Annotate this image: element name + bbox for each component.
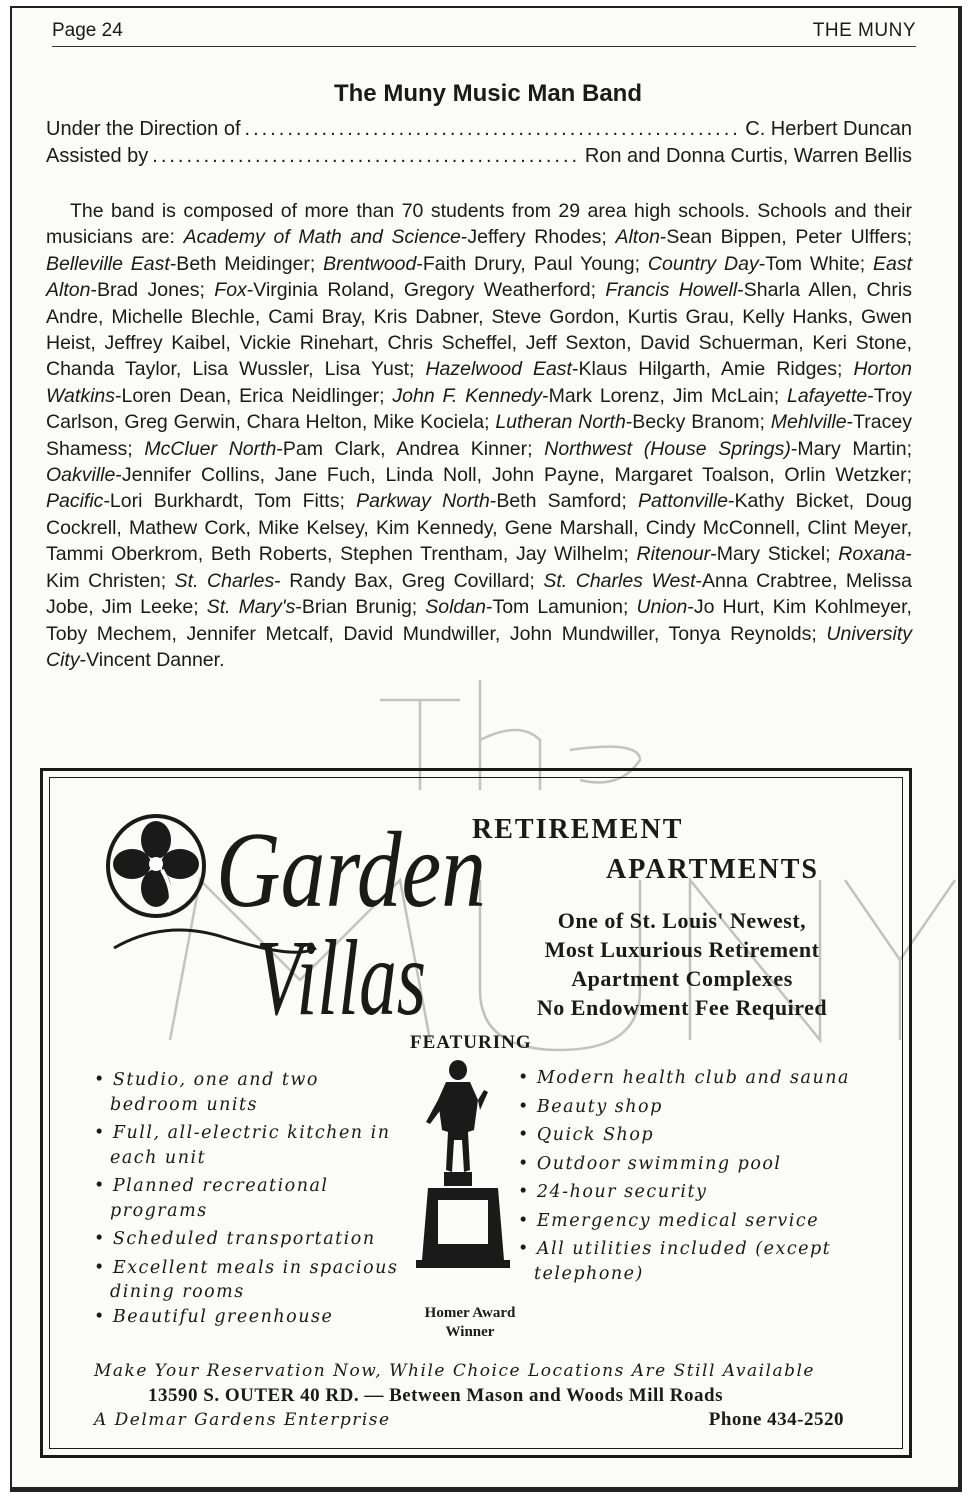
band-roster-paragraph xyxy=(46,198,912,673)
feature-item: • Excellent meals in spacious dining rooms xyxy=(94,1256,404,1305)
school-name: Academy of Math and Science xyxy=(183,226,461,249)
logo-word-garden: Garden xyxy=(216,811,486,930)
school-musicians: -Troy Carlson, Greg Gerwin, Chara Helton, Mike Kociela; xyxy=(46,384,912,434)
featuring-heading: FEATURING xyxy=(410,1032,532,1053)
ad-address: 13590 S. OUTER 40 RD. — Between Mason and Woods Mill Roads xyxy=(148,1385,723,1406)
ad-enterprise: A Delmar Gardens Enterprise xyxy=(94,1410,391,1430)
credit-assistants xyxy=(46,145,912,168)
ad-tagline xyxy=(482,906,882,1022)
school-musicians: - Randy Bax, Greg Covillard; xyxy=(274,569,544,592)
school-musicians: -Lori Burkhardt, Tom Fitts; xyxy=(103,490,357,513)
features-right-list xyxy=(518,1066,868,1286)
award-caption-line: Winner xyxy=(445,1324,495,1340)
feature-item: • All utilities included (except telephone) xyxy=(518,1237,868,1286)
school-name: St. Charles West xyxy=(543,569,696,592)
school-name: Horton Watkins xyxy=(46,358,912,407)
reservation-call-to-action: Make Your Reservation Now, While Choice Locations Are Still Available xyxy=(94,1361,815,1381)
school-name: University City xyxy=(46,622,912,671)
school-musicians: -Virginia Roland, Gregory Weatherford; xyxy=(246,279,606,302)
school-musicians: -Jeffery Rhodes; xyxy=(460,226,616,249)
school-name: East Alton xyxy=(46,252,913,302)
leader-dots xyxy=(245,118,742,141)
school-name: Belleville East xyxy=(46,252,170,275)
feature-item: • Studio, one and two bedroom units xyxy=(94,1068,404,1117)
school-name: Pacific xyxy=(46,490,104,513)
credit-name: Ron and Donna Curtis, Warren Bellis xyxy=(584,145,912,167)
award-caption xyxy=(405,1304,535,1342)
school-name: Pattonville xyxy=(638,490,729,513)
school-name: Ritenour xyxy=(636,543,711,566)
school-musicians: -Tracey Shamess; xyxy=(46,411,912,460)
feature-item: • Quick Shop xyxy=(518,1123,868,1148)
credit-label: Assisted by xyxy=(46,145,149,167)
leader-dots xyxy=(152,145,581,168)
school-name: Brentwood xyxy=(323,252,417,275)
logo-word-villas: Villas xyxy=(256,919,426,1028)
school-name: Hazelwood East xyxy=(425,358,572,381)
credit-name: C. Herbert Duncan xyxy=(745,118,912,140)
school-musicians: -Tom White; xyxy=(758,252,873,275)
school-musicians: -Jo Hurt, Kim Kohlmeyer, Toby Mechem, Jennifer Metcalf, David Mundwiller, John Mundwiller, Tonya Reynolds; xyxy=(46,596,912,645)
school-musicians: -Kathy Bicket, Doug Cockrell, Mathew Cork, Mike Kelsey, Kim Kennedy, Gene Marshall, Cindy McConnell, Clint Meyer, Tammi Oberkrom, Beth Roberts, Stephen Trentham, Jay Wilhelm; xyxy=(46,490,912,566)
school-musicians: -Pam Clark, Andrea Kinner; xyxy=(276,437,545,460)
school-name: St. Mary's xyxy=(206,596,296,619)
school-name: Northwest (House Springs) xyxy=(544,437,791,460)
school-name: Parkway North xyxy=(356,490,490,513)
school-musicians: -Jennifer Collins, Jane Fuch, Linda Noll, John Payne, Margaret Toalson, Orlin Wetzker; xyxy=(115,464,912,487)
school-name: Lafayette xyxy=(786,384,868,407)
school-musicians: -Brad Jones; xyxy=(90,279,215,302)
credit-director xyxy=(46,118,912,141)
school-name: Soldan xyxy=(425,596,486,619)
school-name: Union xyxy=(636,596,688,619)
ad-inner-border xyxy=(49,777,903,1449)
feature-item: • Beautiful greenhouse xyxy=(94,1305,404,1330)
school-name: Francis Howell xyxy=(605,279,738,302)
award-caption-line: Homer Award xyxy=(424,1305,516,1321)
school-musicians: -Sharla Allen, Chris Andre, Michelle Blechle, Cami Bray, Kris Dabner, Steve Gordon, Kurtis Grau, Kelly Hanks, Gwen Heist, Jeffrey Kaibel, Vickie Rinehart, Chris Scheffel, Jeff Sexton, David Schuerman, Keri Stone, Chanda Taylor, Lisa Wussler, Lisa Yust; xyxy=(46,279,913,381)
school-name: Country Day xyxy=(647,252,759,275)
school-name: Mehlville xyxy=(770,411,847,434)
school-name: St. Charles xyxy=(174,569,275,592)
school-musicians: -Mary Stickel; xyxy=(710,543,839,566)
school-musicians: -Kim Christen; xyxy=(46,543,913,592)
feature-item: • Outdoor swimming pool xyxy=(518,1152,868,1177)
feature-item: • Modern health club and sauna xyxy=(518,1066,868,1091)
feature-item: • Emergency medical service xyxy=(518,1209,868,1234)
feature-item: • Planned recreational programs xyxy=(94,1174,404,1223)
school-musicians: -Loren Dean, Erica Neidlinger; xyxy=(115,384,393,407)
tagline-line: Apartment Complexes xyxy=(571,966,793,991)
school-musicians: -Mark Lorenz, Jim McLain; xyxy=(542,384,787,407)
school-musicians: -Becky Branom; xyxy=(625,411,771,434)
school-musicians: -Mary Martin; xyxy=(790,437,913,460)
article-title: The Muny Music Man Band xyxy=(333,80,642,107)
school-name: McCluer North xyxy=(144,437,277,460)
school-name: Fox xyxy=(214,279,247,302)
running-header xyxy=(52,18,916,47)
ad-headline-apartments: APARTMENTS xyxy=(606,854,819,885)
tagline-line: Most Luxurious Retirement xyxy=(544,937,820,962)
school-musicians: -Beth Samford; xyxy=(489,490,639,513)
school-musicians: -Brian Brunig; xyxy=(295,596,426,619)
garden-villas-advertisement xyxy=(40,768,912,1458)
school-musicians: -Klaus Hilgarth, Amie Ridges; xyxy=(571,358,854,381)
school-list xyxy=(46,226,912,671)
feature-item: • Full, all-electric kitchen in each unit xyxy=(94,1121,404,1170)
feature-item: • Beauty shop xyxy=(518,1095,868,1120)
school-musicians: -Beth Meidinger; xyxy=(169,252,324,275)
tagline-line: No Endowment Fee Required xyxy=(536,995,828,1020)
school-musicians: -Sean Bippen, Peter Ulffers; xyxy=(659,226,912,249)
school-name: Alton xyxy=(615,226,660,249)
roster-intro: The band is composed of more than 70 students from 29 area high schools. Schools and their musicians are: xyxy=(46,200,912,249)
credit-label: Under the Direction of xyxy=(46,118,241,140)
school-name: Oakville xyxy=(46,464,116,487)
page-number: Page 24 xyxy=(52,20,123,41)
school-name: Lutheran North xyxy=(495,411,626,434)
ad-phone: Phone 434-2520 xyxy=(708,1409,844,1430)
school-name: John F. Kennedy xyxy=(392,384,543,407)
ad-headline-retirement: RETIREMENT xyxy=(472,814,684,845)
homer-award-trophy-icon xyxy=(408,1060,518,1270)
school-musicians: -Anna Crabtree, Melissa Jobe, Jim Leeke; xyxy=(46,569,912,619)
publication-name: THE MUNY xyxy=(812,20,916,41)
school-musicians: -Vincent Danner. xyxy=(79,648,225,671)
school-musicians: -Tom Lamunion; xyxy=(485,596,637,619)
school-musicians: -Faith Drury, Paul Young; xyxy=(416,252,648,275)
feature-item: • 24-hour security xyxy=(518,1180,868,1205)
tagline-line: One of St. Louis' Newest, xyxy=(557,908,807,933)
features-left-list xyxy=(94,1068,404,1329)
feature-item: • Scheduled transportation xyxy=(94,1227,404,1252)
school-name: Roxana xyxy=(838,543,906,566)
garden-villas-logo xyxy=(106,798,496,1028)
